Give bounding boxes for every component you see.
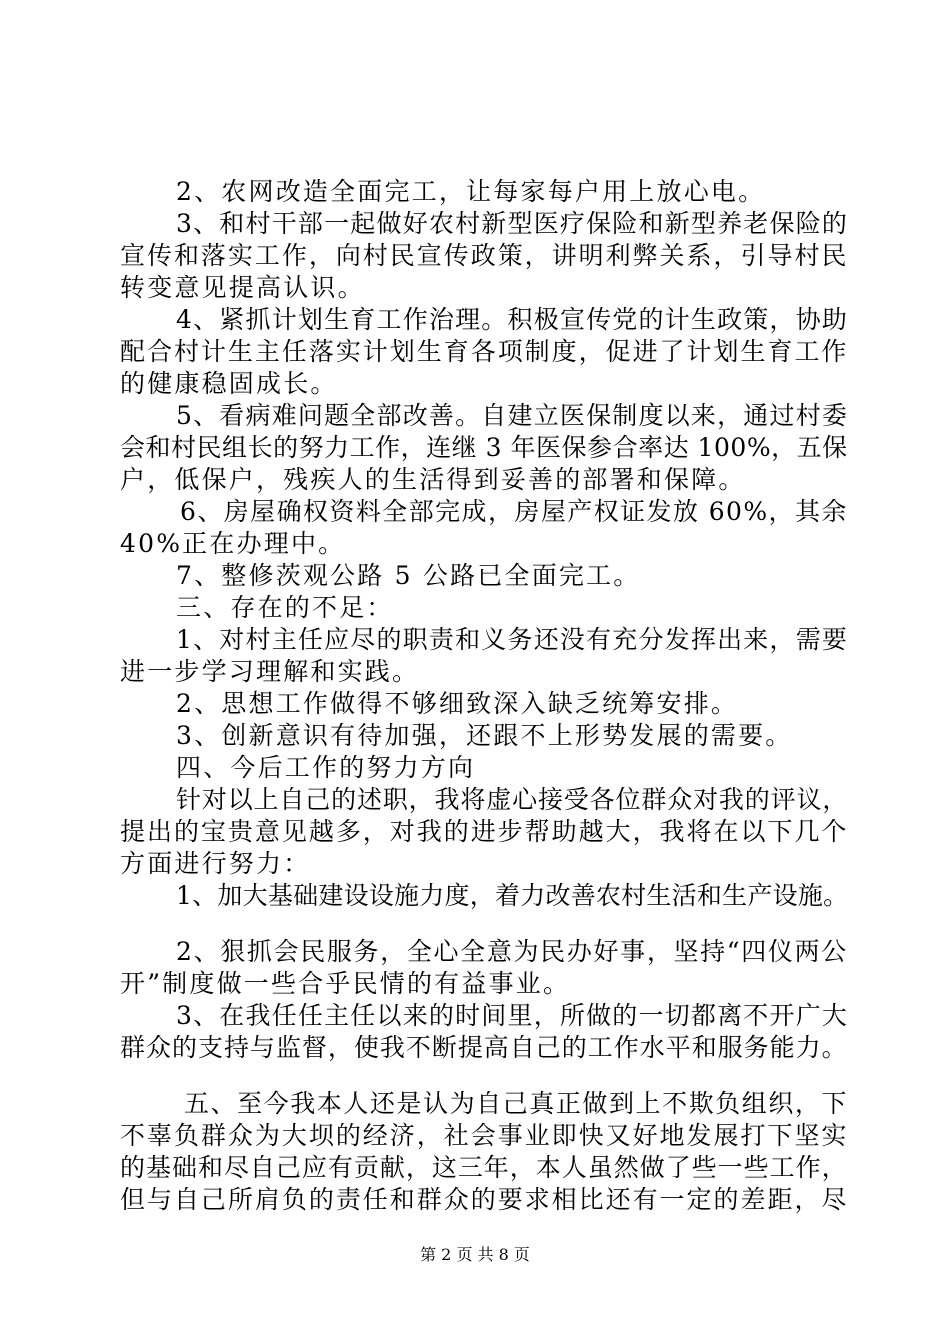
page-number: 第 2 页 共 8 页: [420, 1245, 530, 1264]
text-line: 7、整修茨观公路 5 公路已全面完工。: [176, 561, 641, 590]
text-line: 2、农网改造全面完工，让每家每户用上放心电。: [176, 177, 766, 206]
text-line: 1、对村主任应尽的职责和义务还没有充分发挥出来，需要: [176, 625, 849, 654]
text-line: 不辜负群众为大坝的经济，社会事业即快又好地发展打下坚实: [120, 1121, 849, 1150]
text-line: 的健康稳固成长。: [120, 369, 338, 398]
text-line: 户，低保户，残疾人的生活得到妥善的部署和保障。: [120, 465, 746, 494]
text-line: 进一步学习理解和实践。: [120, 657, 420, 686]
text-line: 宣传和落实工作，向村民宣传政策，讲明利弊关系，引导村民: [120, 241, 849, 270]
text-line: 5、看病难问题全部改善。自建立医保制度以来，通过村委: [176, 401, 849, 430]
text-line: 的基础和尽自己应有贡献，这三年，本人虽然做了些一些工作，: [120, 1153, 848, 1182]
text-line: 配合村计生主任落实计划生育各项制度，促进了计划生育工作: [120, 337, 849, 366]
text-line: 转变意见提高认识。: [120, 273, 365, 302]
text-line: 1、加大基础建设设施力度，着力改善农村生活和生产设施。: [176, 881, 849, 910]
text-line: 3、和村干部一起做好农村新型医疗保险和新型养老保险的: [176, 209, 849, 238]
text-line: 方面进行努力：: [120, 849, 311, 878]
section-heading: 三、存在的不足：: [176, 593, 394, 622]
section-heading: 四、今后工作的努力方向: [176, 753, 476, 782]
text-line: 针对以上自己的述职，我将虚心接受各位群众对我的评议，: [176, 785, 849, 814]
text-line: 3、创新意识有待加强，还跟不上形势发展的需要。: [176, 721, 793, 750]
text-line: 6、房屋确权资料全部完成，房屋产权证发放 60%，其余: [180, 497, 848, 526]
text-line: 40%正在办理中。: [120, 529, 346, 558]
text-line: 提出的宝贵意见越多，对我的进步帮助越大，我将在以下几个: [120, 817, 849, 846]
text-line: 4、紧抓计划生育工作治理。积极宣传党的计生政策，协助: [176, 305, 849, 334]
text-line: 2、狠抓会民服务，全心全意为民办好事，坚持“四仪两公: [176, 937, 848, 966]
section-heading: 五、至今我本人还是认为自己真正做到上不欺负组织，下: [184, 1089, 849, 1118]
text-line: 开”制度做一些合乎民情的有益事业。: [120, 969, 571, 998]
text-line: 2、思想工作做得不够细致深入缺乏统筹安排。: [176, 689, 739, 718]
text-line: 群众的支持与监督，使我不断提高自己的工作水平和服务能力。: [120, 1033, 848, 1062]
text-line: 3、在我任任主任以来的时间里，所做的一切都离不开广大: [176, 1001, 849, 1030]
text-line: 会和村民组长的努力工作，连继 3 年医保参合率达 100%，五保: [120, 433, 848, 462]
text-line: 但与自己所肩负的责任和群众的要求相比还有一定的差距，尽: [120, 1185, 849, 1214]
